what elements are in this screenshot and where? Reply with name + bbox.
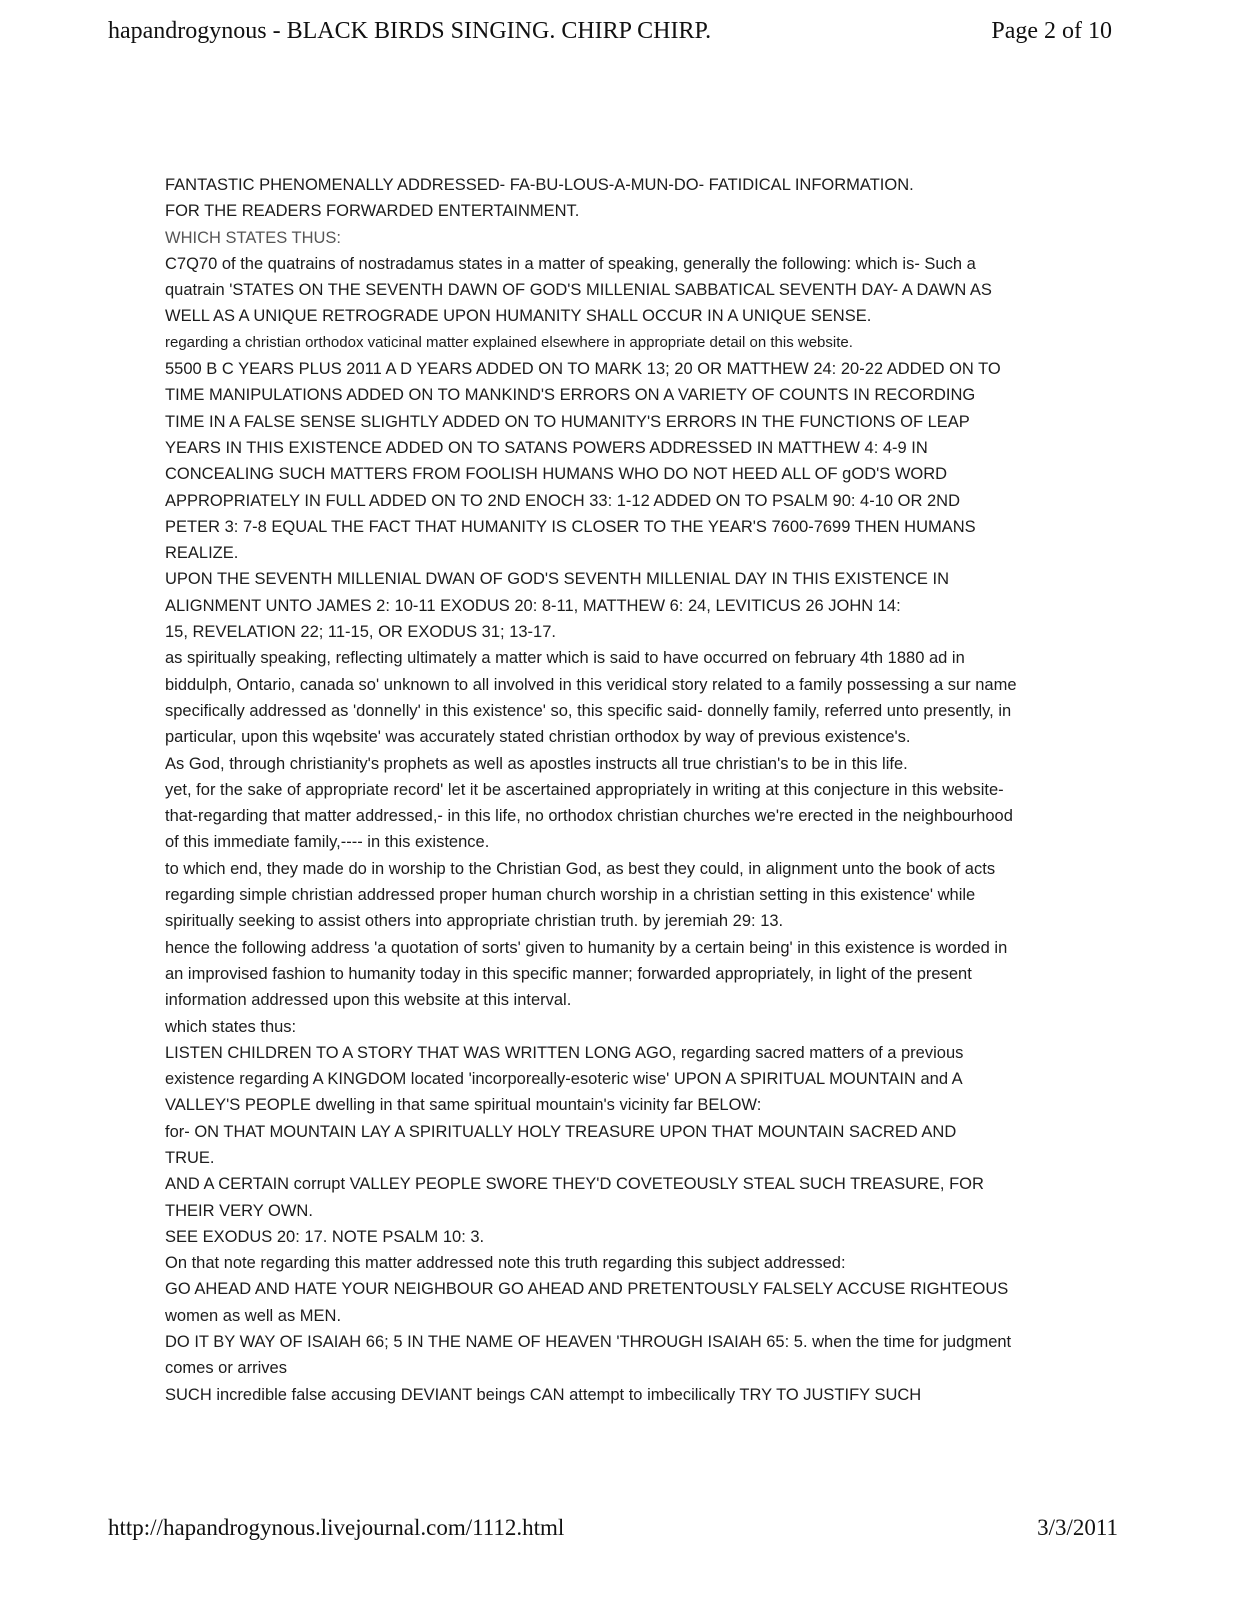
document-body [165, 172, 1115, 1408]
text-line: WELL AS A UNIQUE RETROGRADE UPON HUMANITY SHALL OCCUR IN A UNIQUE SENSE. [165, 307, 872, 326]
text-line: as spiritually speaking, reflecting ultimately a matter which is said to have occurred on february 4th 1880 ad in [165, 649, 965, 668]
text-line: PETER 3: 7-8 EQUAL THE FACT THAT HUMANITY IS CLOSER TO THE YEAR'S 7600-7699 THEN HUMANS [165, 517, 976, 536]
text-line: UPON THE SEVENTH MILLENIAL DWAN OF GOD'S SEVENTH MILLENIAL DAY IN THIS EXISTENCE IN [165, 570, 950, 589]
text-line: TIME MANIPULATIONS ADDED ON TO MANKIND'S ERRORS ON A VARIETY OF COUNTS IN RECORDING [165, 386, 976, 405]
text-line: ALIGNMENT UNTO JAMES 2: 10-11 EXODUS 20: 8-11, MATTHEW 6: 24, LEVITICUS 26 JOHN 14: [165, 596, 901, 615]
text-line: TRUE. [165, 1148, 215, 1167]
text-line: that-regarding that matter addressed,- in this life, no orthodox christian churches we're erected in the neighbourhood [165, 807, 1013, 826]
text-line: LISTEN CHILDREN TO A STORY THAT WAS WRITTEN LONG AGO, regarding sacred matters of a previous [165, 1043, 964, 1062]
text-line: 5500 B C YEARS PLUS 2011 A D YEARS ADDED ON TO MARK 13; 20 OR MATTHEW 24: 20-22 ADDED ON TO [165, 360, 1001, 379]
text-line: women as well as MEN. [165, 1306, 342, 1325]
page-url: http://hapandrogynous.livejournal.com/1112.html [108, 1515, 565, 1540]
text-line: quatrain 'STATES ON THE SEVENTH DAWN OF GOD'S MILLENIAL SABBATICAL SEVENTH DAY- A DAWN AS [165, 281, 992, 300]
text-line: APPROPRIATELY IN FULL ADDED ON TO 2ND ENOCH 33: 1-12 ADDED ON TO PSALM 90: 4-10 OR 2ND [165, 491, 961, 510]
text-line: GO AHEAD AND HATE YOUR NEIGHBOUR GO AHEAD AND PRETENTOUSLY FALSELY ACCUSE RIGHTEOUS [165, 1280, 1009, 1299]
text-line: VALLEY'S PEOPLE dwelling in that same spiritual mountain's vicinity far BELOW: [165, 1096, 762, 1115]
text-line: WHICH STATES THUS: [165, 228, 342, 247]
text-line: THEIR VERY OWN. [165, 1201, 313, 1220]
text-line: FOR THE READERS FORWARDED ENTERTAINMENT. [165, 202, 580, 221]
text-line: C7Q70 of the quatrains of nostradamus states in a matter of speaking, generally the following: which is- Such a [165, 254, 976, 273]
print-header [108, 18, 1112, 58]
text-line: As God, through christianity's prophets as well as apostles instructs all true christian's to be in this life. [165, 754, 908, 773]
text-line: TIME IN A FALSE SENSE SLIGHTLY ADDED ON TO HUMANITY'S ERRORS IN THE FUNCTIONS OF LEAP [165, 412, 970, 431]
text-line: CONCEALING SUCH MATTERS FROM FOOLISH HUMANS WHO DO NOT HEED ALL OF gOD'S WORD [165, 465, 948, 484]
text-line: biddulph, Ontario, canada so' unknown to all involved in this veridical story related to a family possessing a sur name [165, 675, 1017, 694]
text-line: for- ON THAT MOUNTAIN LAY A SPIRITUALLY HOLY TREASURE UPON THAT MOUNTAIN SACRED AND [165, 1122, 957, 1141]
text-line: specifically addressed as 'donnelly' in this existence' so, this specific said- donnelly family, referred unto presently, in [165, 701, 1012, 720]
text-line: comes or arrives [165, 1359, 287, 1378]
page-title: hapandrogynous - BLACK BIRDS SINGING. CHIRP CHIRP. [108, 18, 712, 44]
text-line: 15, REVELATION 22; 11-15, OR EXODUS 31; 13-17. [165, 623, 556, 642]
text-line: hence the following address 'a quotation of sorts' given to humanity by a certain being' in this existence is worded in [165, 938, 1008, 957]
text-line: information addressed upon this website at this interval. [165, 991, 572, 1010]
text-line: existence regarding A KINGDOM located 'incorporeally-esoteric wise' UPON A SPIRITUAL MOUNTAIN and A [165, 1070, 963, 1089]
text-line: SUCH incredible false accusing DEVIANT beings CAN attempt to imbecilically TRY TO JUSTIFY SUCH [165, 1385, 922, 1404]
text-line: On that note regarding this matter addressed note this truth regarding this subject addressed: [165, 1254, 846, 1273]
text-line: SEE EXODUS 20: 17. NOTE PSALM 10: 3. [165, 1227, 485, 1246]
text-line: YEARS IN THIS EXISTENCE ADDED ON TO SATANS POWERS ADDRESSED IN MATTHEW 4: 4-9 IN [165, 438, 928, 457]
text-line: to which end, they made do in worship to the Christian God, as best they could, in alignment unto the book of acts [165, 859, 996, 878]
print-footer [108, 1515, 1118, 1555]
text-line: of this immediate family,---- in this existence. [165, 833, 490, 852]
text-line: spiritually seeking to assist others into appropriate christian truth. by jeremiah 29: 13. [165, 912, 784, 931]
text-line: regarding simple christian addressed proper human church worship in a christian setting in this existence' while [165, 886, 976, 905]
text-line: REALIZE. [165, 544, 239, 563]
text-line: AND A CERTAIN corrupt VALLEY PEOPLE SWORE THEY'D COVETEOUSLY STEAL SUCH TREASURE, FOR [165, 1175, 984, 1194]
page-number: Page 2 of 10 [991, 18, 1112, 44]
text-line: regarding a christian orthodox vaticinal matter explained elsewhere in appropriate detail on this website. [165, 333, 853, 351]
text-line: DO IT BY WAY OF ISAIAH 66; 5 IN THE NAME OF HEAVEN 'THROUGH ISAIAH 65: 5. when the time for judgment [165, 1333, 1012, 1352]
text-line: particular, upon this wqebsite' was accurately stated christian orthodox by way of previous existence's. [165, 728, 911, 747]
text-line: yet, for the sake of appropriate record' let it be ascertained appropriately in writing at this conjecture in this website- [165, 780, 1004, 799]
text-line: FANTASTIC PHENOMENALLY ADDRESSED- FA-BU-LOUS-A-MUN-DO- FATIDICAL INFORMATION. [165, 176, 914, 194]
text-line: which states thus: [165, 1017, 297, 1036]
print-date: 3/3/2011 [1037, 1515, 1118, 1540]
text-line: an improvised fashion to humanity today in this specific manner; forwarded appropriately, in light of the present [165, 964, 972, 983]
